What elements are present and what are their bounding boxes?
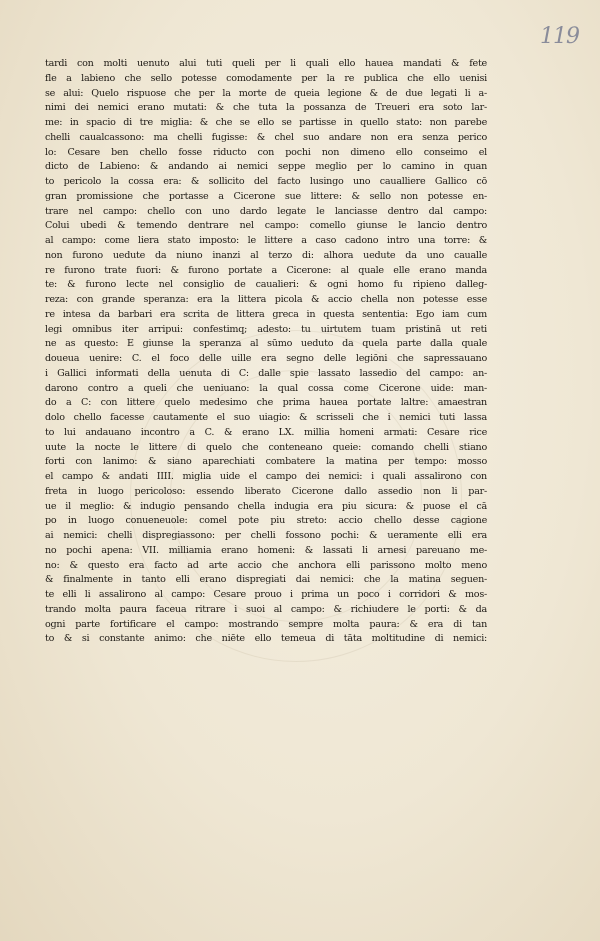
- text-line: & finalmente in tanto elli erano dispregiati dai nemici: che la matina seguen-: [45, 574, 487, 586]
- text-line: ogni parte fortificare el campo: mostrando sempre molta paura: & era di tan: [45, 618, 487, 630]
- text-line: non furono uedute da niuno inanzi al terzo di: alhora uedute da uno caualle: [45, 249, 487, 261]
- text-line: se alui: Quelo rispuose che per la morte de queia legione & de due legati li a-: [45, 87, 487, 99]
- text-line: chelli caualcassono: ma chelli fugisse: & chel suo andare non era senza perico: [45, 131, 487, 143]
- text-line: dicto de Labieno: & andando ai nemici seppe meglio per lo camino in quan: [45, 161, 487, 173]
- text-line: trando molta paura faceua ritrare i suoi al campo: & richiudere le porti: & da: [45, 603, 487, 615]
- text-line: do a C: con littere quelo medesimo che prima hauea portate laltre: amaestran: [45, 397, 487, 409]
- text-line: al campo: come liera stato imposto: le littere a caso cadono intro una torre: &: [45, 235, 487, 246]
- text-line: me: in spacio di tre miglia: & che se ello se partisse in quello stato: non parebe: [45, 117, 487, 128]
- text-line: uute la nocte le littere di quelo che conteneano queie: comando chelli stiano: [45, 441, 487, 453]
- text-line: re intesa da barbari era scrita de littera greca in questa sententia: Ego iam cum: [45, 308, 487, 320]
- text-line: reza: con grande speranza: era la littera picola & accio chella non potesse esse: [45, 294, 487, 305]
- text-line: el campo & andati IIII. miglia uide el campo dei nemici: i quali assalirono con: [45, 471, 487, 482]
- text-line: Colui ubedi & temendo dentrare nel campo: comello giunse le lancio dentro: [45, 220, 487, 232]
- text-line: po in luogo conueneuole: comel pote piu streto: accio chello desse cagione: [45, 515, 487, 527]
- text-line: dolo chello facesse cautamente el suo uiagio: & scrisseli che i nemici tuti lassa: [45, 412, 487, 423]
- text-line: trare nel campo: chello con uno dardo legate le lanciasse dentro dal campo:: [45, 205, 487, 217]
- text-line: lo: Cesare ben chello fosse riducto con pochi non dimeno ello conseimo el: [45, 146, 487, 158]
- text-line: to lui andauano incontro a C. & erano LX. millia homeni armati: Cesare rice: [45, 426, 487, 438]
- text-line: legi omnibus iter arripui: confestimq; adesto: tu uirtutem tuam pristinā ut reti: [45, 323, 487, 335]
- text-line: to pericolo la cossa era: & sollicito del facto lusingo uno caualliere Gallico cō: [45, 176, 487, 187]
- text-line: gran promissione che portasse a Cicerone sue littere: & sello non potesse en-: [45, 190, 487, 202]
- text-line: ne as questo: E giunse la speranza al sūmo ueduto da quela parte dalla quale: [45, 338, 487, 350]
- text-block: [45, 57, 487, 647]
- text-line: no pochi apena: VII. milliamia erano homeni: & lassati li arnesi pareuano me-: [45, 544, 487, 556]
- text-line: darono contro a queli che ueniuano: la qual cossa come Cicerone uide: man-: [45, 382, 487, 394]
- text-line: te elli li assalirono al campo: Cesare prouo i prima un poco i corridori & mos-: [45, 589, 487, 600]
- text-line: no: & questo era facto ad arte accio che anchora elli parissono molto meno: [45, 559, 487, 571]
- text-line: forti con lanimo: & siano aparechiati combatere la matina per tempo: mosso: [45, 456, 487, 468]
- text-line: ue il meglio: & indugio pensando chella indugia era piu sicura: & puose el cā: [45, 500, 487, 512]
- text-line: re furono trate fuori: & furono portate a Cicerone: al quale elle erano manda: [45, 264, 487, 276]
- folio-number: 119: [540, 24, 579, 49]
- text-line: i Gallici informati della uenuta di C: dalle spie lassato lassedio del campo: an-: [45, 367, 487, 379]
- text-line: tardi con molti uenuto alui tuti queli per li quali ello hauea mandati & fete: [45, 58, 487, 69]
- text-line: fle a labieno che sello potesse comodamente per la re publica che ello uenisi: [45, 72, 487, 84]
- text-line: doueua uenire: C. el foco delle uille era segno delle legiōni che sapressauano: [45, 353, 487, 364]
- text-line: te: & furono lecte nel consiglio de caualieri: & ogni homo fu ripieno dalleg-: [45, 279, 487, 291]
- text-line: ai nemici: chelli dispregiassono: per chelli fossono pochi: & ueramente elli era: [45, 530, 487, 541]
- text-line: nimi dei nemici erano mutati: & che tuta la possanza de Treueri era soto lar-: [45, 102, 487, 114]
- text-line: to & si constante animo: che niēte ello temeua di tāta moltitudine di nemici:: [45, 633, 487, 645]
- text-line: freta in luogo pericoloso: essendo liberato Cicerone dallo assedio non li par-: [45, 485, 487, 497]
